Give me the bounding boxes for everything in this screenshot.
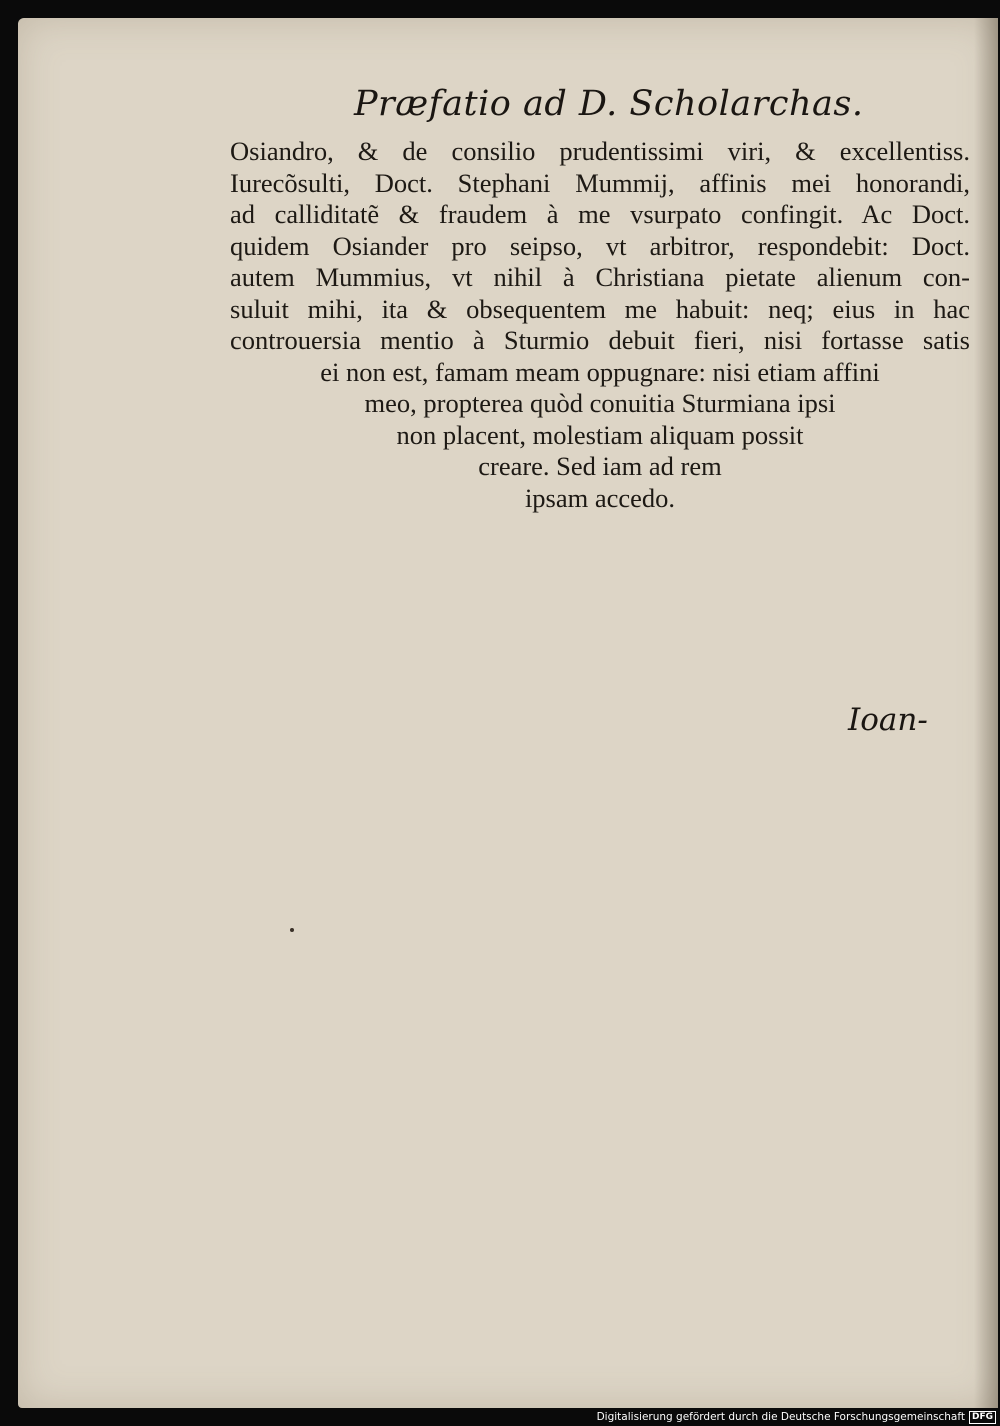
catchword: Ioan- [848, 702, 928, 738]
body-text [230, 136, 970, 514]
dfg-logo: DFG [969, 1411, 996, 1424]
text-line: quidem Osiander pro seipso, vt arbitror, respondebit: Doct. [230, 230, 970, 261]
text-line: non placent, molestiam aliquam possit [396, 419, 804, 450]
text-line: ad calliditatẽ & fraudem à me vsurpato confingit. Ac Doct. [230, 199, 970, 229]
ink-speck [290, 928, 294, 932]
footer-credit-bar [597, 1408, 1000, 1426]
text-line: autem Mummius, vt nihil à Christiana pietate alienum con- [230, 262, 970, 292]
text-line: creare. Sed iam ad rem [478, 451, 722, 481]
page-heading: Præfatio ad D. Scholarchas. [354, 84, 864, 124]
footer-credit-text: Digitalisierung gefördert durch die Deutsche Forschungsgemeinschaft [596, 1411, 965, 1423]
text-line: meo, propterea quòd conuitia Sturmiana ipsi [364, 388, 836, 418]
book-page [18, 18, 998, 1408]
text-line: Iurecõsulti, Doct. Stephani Mummij, affinis mei honorandi, [230, 167, 970, 198]
text-line: suluit mihi, ita & obsequentem me habuit: neq; eius in hac [230, 293, 970, 324]
text-line: ipsam accedo. [524, 482, 676, 513]
text-line: Osiandro, & de consilio prudentissimi viri, & excellentiss. [230, 136, 970, 166]
page-edge-shadow [974, 18, 998, 1408]
text-line: ei non est, famam meam oppugnare: nisi etiam affini [320, 356, 880, 387]
text-line: controuersia mentio à Sturmio debuit fieri, nisi fortasse satis [230, 325, 970, 355]
